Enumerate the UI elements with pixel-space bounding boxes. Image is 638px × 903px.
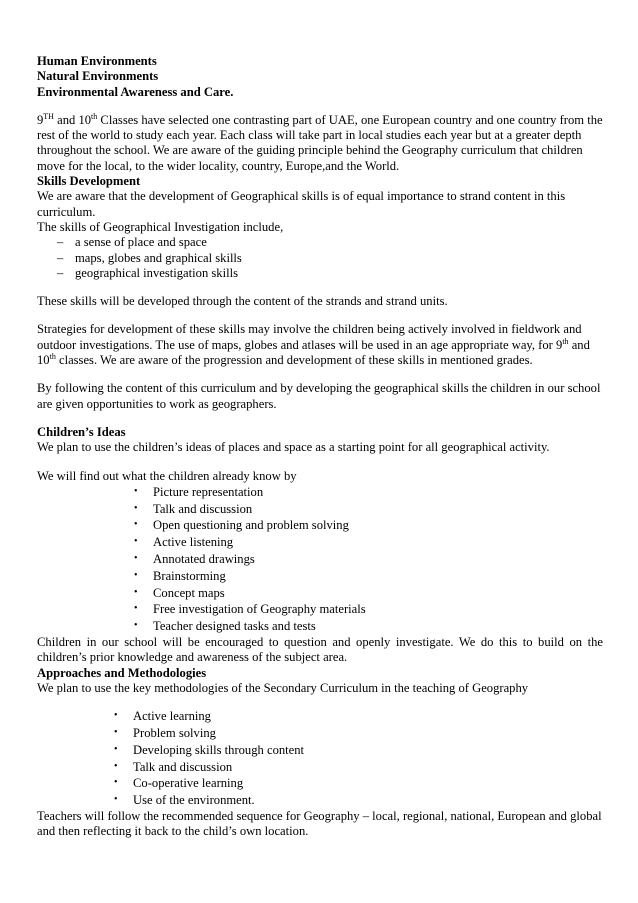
approaches-paragraph-2: Teachers will follow the recommended sequence for Geography – local, regional, national, European and global and then reflecting it back to the child’s own location.: [37, 808, 602, 839]
intro-paragraph: 9TH and 10th Classes have selected one contrasting part of UAE, one European country and one country from the rest of the world to study each year. Each class will take part in local studies each year but at a greater depth throughout the school. We are aware of the guiding principle behind the Geography curriculum that children move for the local, to the wider locality, country, Europe,and the World.: [37, 111, 603, 173]
document-page: [37, 54, 603, 840]
list-item: • Talk and discussion: [114, 759, 233, 774]
skills-paragraph-1: We are aware that the development of Geographical skills is of equal importance to strand content in this curriculum.: [37, 189, 566, 219]
list-item: • Teacher designed tasks and tests: [134, 619, 316, 634]
ideas-paragraph-1: We plan to use the children’s ideas of places and space as a starting point for all geographical activity.: [37, 440, 550, 455]
skills-paragraph-2: The skills of Geographical Investigation include,: [37, 219, 284, 234]
childrens-ideas-heading: Children’s Ideas: [37, 424, 126, 439]
list-item: • Active learning: [114, 709, 211, 724]
list-item: – geographical investigation skills: [57, 265, 238, 280]
skills-paragraph-3: These skills will be developed through the content of the strands and strand units.: [37, 294, 448, 309]
skills-development-heading: Skills Development: [37, 174, 141, 189]
skills-paragraph-4: Strategies for development of these skills may involve the children being actively involved in fieldwork and outdoor investigations. The use of maps, globes and atlases will be used in an age appropriate way, for 9th and 10th classes. We are aware of the progression and development of these skills in mentioned grades.: [37, 322, 590, 368]
list-item: • Active listening: [134, 535, 234, 550]
list-item: • Free investigation of Geography materials: [134, 602, 366, 617]
skills-dash-list: [37, 235, 603, 281]
list-item: – maps, globes and graphical skills: [57, 250, 242, 265]
list-item: • Problem solving: [114, 725, 216, 740]
list-item: • Talk and discussion: [134, 501, 253, 516]
skills-paragraph-5: By following the content of this curriculum and by developing the geographical skills the children in our school are given opportunities to work as geographers.: [37, 381, 601, 411]
approaches-paragraph-1: We plan to use the key methodologies of the Secondary Curriculum in the teaching of Geography: [37, 680, 529, 695]
list-item: • Concept maps: [134, 585, 225, 600]
list-item: • Brainstorming: [134, 568, 226, 583]
list-item: • Developing skills through content: [114, 742, 305, 757]
list-item: • Annotated drawings: [134, 552, 255, 567]
heading-environmental-awareness: Environmental Awareness and Care.: [37, 84, 234, 99]
approaches-heading: Approaches and Methodologies: [37, 665, 207, 680]
list-item: • Picture representation: [134, 484, 264, 499]
list-item: • Use of the environment.: [114, 793, 255, 808]
list-item: – a sense of place and space: [57, 235, 207, 250]
heading-human-environments: Human Environments: [37, 54, 157, 68]
list-item: • Co-operative learning: [114, 776, 244, 791]
ideas-paragraph-3: Children in our school will be encouraged to question and openly investigate. We do this to build on the children’s prior knowledge and awareness of the subject area.: [37, 635, 603, 665]
list-item: • Open questioning and problem solving: [134, 518, 349, 533]
heading-natural-environments: Natural Environments: [37, 69, 159, 84]
ideas-paragraph-2: We will find out what the children already know by: [37, 468, 297, 483]
ideas-bullet-list: [37, 484, 603, 635]
approaches-bullet-list: [37, 708, 603, 809]
